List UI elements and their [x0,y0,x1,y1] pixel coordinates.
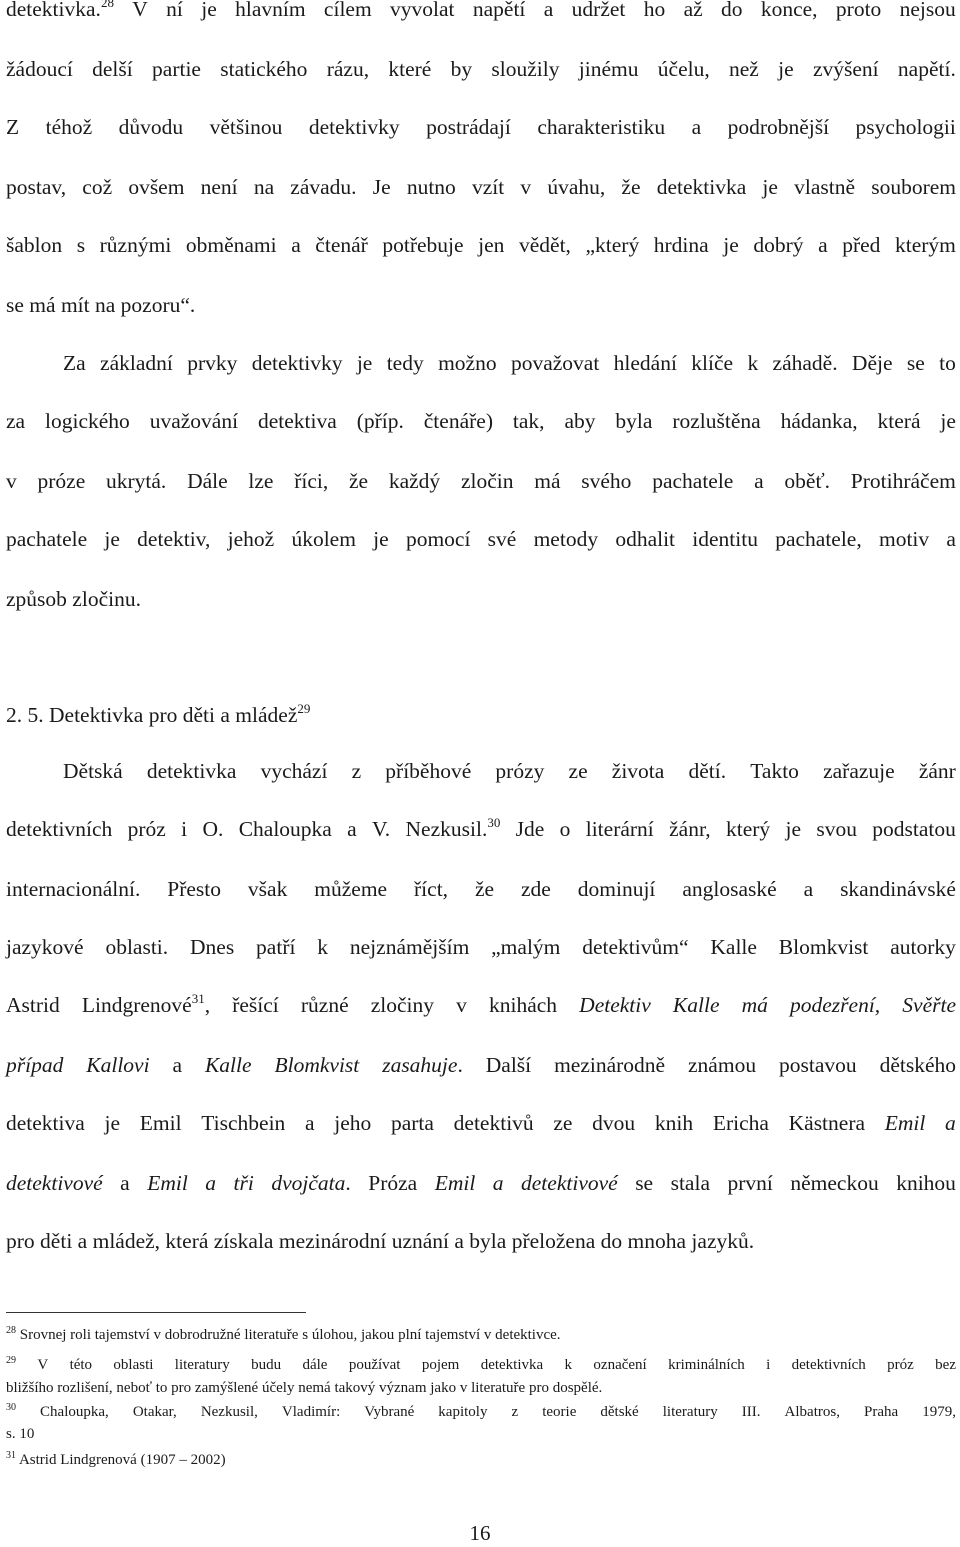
text-line: jazykové oblasti. Dnes patří k nejznámějším „malým detektivům“ Kalle Blomkvist autorky [6,935,956,959]
text-line: pro děti a mládež, která získala mezinárodní uznání a byla přeložena do mnoha jazyků. [6,1229,755,1253]
text-line: Z téhož důvodu většinou detektivky postrádají charakteristiku a podrobnější psychologii [6,115,956,139]
footnote-line: $^{30}$ Chaloupka, Otakar, Nezkusil, Vladimír: Vybrané kapitoly z teorie dětské literatury III. Albatros, Praha 1979, [6,1402,956,1420]
footnote-line: $^{29}$ V této oblasti literatury budu dále používat pojem detektivka k označení kriminálních i detektivních próz bez [6,1355,956,1373]
footnote-line: $^{28}$ Srovnej roli tajemství v dobrodružné literatuře s úlohou, jakou plní tajemství v detektivce. [6,1325,561,1343]
page-number: 16 [469,1521,491,1545]
text-line: detektivové a Emil a tři dvojčata. Próza Emil a detektivové se stala první německou knihou [6,1171,956,1195]
text-line: případ Kallovi a Kalle Blomkvist zasahuje. Další mezinárodně známou postavou dětského [6,1053,956,1077]
footnote-line: s. 10 [6,1426,35,1442]
footnote-line: $^{31}$ Astrid Lindgrenová (1907 – 2002) [6,1450,226,1468]
text-line: postav, což ovšem není na závadu. Je nutno vzít v úvahu, že detektivka je vlastně souborem [6,175,956,199]
text-line: Dětská detektivka vychází z příběhové prózy ze života dětí. Takto zařazuje žánr [63,759,956,783]
text-line: se má mít na pozoru“. [6,293,196,317]
text-line: Astrid Lindgrenové$^{31}$, řešící různé zločiny v knihách Detektiv Kalle má podezření, Svěřte [6,991,956,1017]
text-line: Za základní prvky detektivky je tedy možno považovat hledání klíče k záhadě. Děje se to [63,351,956,375]
text-line: internacionální. Přesto však můžeme říct, že zde dominují anglosaské a skandinávské [6,877,956,901]
text-line: detektivka.$^{28}$ V ní je hlavním cílem vyvolat napětí a udržet ho až do konce, proto nejsou [6,0,956,21]
text-line: za logického uvažování detektiva (příp. čtenáře) tak, aby byla rozluštěna hádanka, která je [6,409,956,433]
text-line: pachatele je detektiv, jehož úkolem je pomocí své metody odhalit identitu pachatele, motiv a [6,527,956,551]
footnote-line: bližšího rozlišení, neboť to pro zamýšlené účely nemá takový význam jako v literatuře pro dospělé. [6,1380,603,1396]
heading-line: 2. 5. Detektivka pro děti a mládež$^{29}$ [6,701,311,727]
footnote-separator [6,1312,306,1313]
text-line: v próze ukrytá. Dále lze říci, že každý zločin má svého pachatele a oběť. Protihráčem [6,469,956,493]
text-line: detektiva je Emil Tischbein a jeho parta detektivů ze dvou knih Ericha Kästnera Emil a [6,1111,956,1135]
text-line: žádoucí delší partie statického rázu, které by sloužily jinému účelu, než je zvýšení napětí. [6,57,956,81]
text-line: způsob zločinu. [6,587,141,611]
text-line: šablon s různými obměnami a čtenář potřebuje jen vědět, „který hrdina je dobrý a před kterým [6,233,956,257]
text-line: detektivních próz i O. Chaloupka a V. Nezkusil.$^{30}$ Jde o literární žánr, který je svou podstatou [6,815,956,841]
